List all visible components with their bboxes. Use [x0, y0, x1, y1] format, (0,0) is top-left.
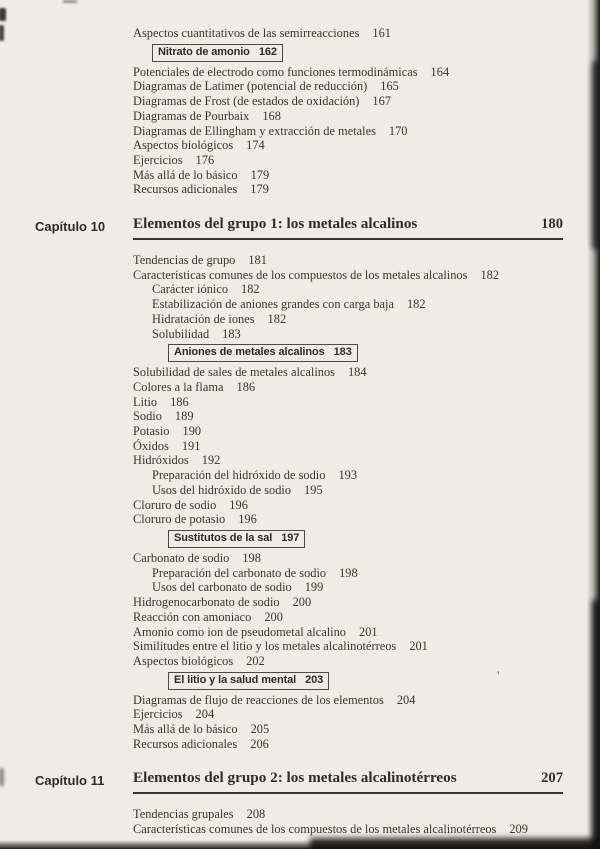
toc-entry-page-number: 198 — [242, 550, 261, 565]
toc-feature-page-number: 162 — [258, 45, 277, 58]
toc-entry — [0, 297, 600, 312]
toc-entry — [0, 654, 600, 669]
toc-entry-page-number: 184 — [347, 365, 367, 380]
toc-entry-page-number: 196 — [229, 497, 248, 512]
toc-entry-page-number: 204 — [195, 707, 215, 722]
toc-entry-page-number: 176 — [195, 152, 215, 167]
toc-entry — [0, 722, 600, 737]
toc-entry-title: Más allá de lo básico — [133, 167, 238, 182]
toc-entry — [0, 483, 600, 498]
toc-entry-title: Similitudes entre el litio y los metales alcalinotérreos — [133, 639, 397, 654]
toc-entry-page-number: 201 — [359, 624, 378, 639]
toc-entry — [0, 693, 600, 708]
toc-entry-title: Cloruro de potasio — [133, 512, 226, 527]
toc-entry-title: Preparación del hidróxido de sodio — [152, 468, 326, 483]
toc-entry-page-number: 206 — [250, 736, 269, 751]
toc-entry-title: Potasio — [133, 424, 170, 439]
toc-entry-title: Recursos adicionales — [133, 182, 238, 197]
toc-entry-title: Sodio — [133, 409, 162, 424]
toc-entry-page-number: 161 — [372, 26, 391, 40]
toc-entry — [0, 380, 600, 395]
toc-entry — [0, 595, 600, 610]
toc-feature-page-number: 183 — [333, 346, 352, 359]
toc-feature-box-row — [0, 342, 600, 362]
toc-entry — [0, 737, 600, 752]
toc-feature-box — [168, 530, 305, 548]
chapter-page-number: 180 — [541, 216, 563, 233]
toc-entry-page-number: 183 — [222, 326, 241, 341]
toc-entry-title: Litio — [133, 394, 158, 409]
toc-entry — [0, 453, 600, 468]
chapter-title-row — [133, 215, 563, 240]
toc-entry — [0, 365, 600, 380]
toc-entry-page-number: 165 — [380, 79, 399, 94]
toc-entry — [0, 26, 600, 41]
toc-entry-page-number: 170 — [388, 123, 408, 138]
toc-entry — [0, 65, 600, 80]
toc-entry-title: Hidratación de iones — [152, 311, 255, 326]
scan-artifact-bottom-edge — [0, 840, 600, 849]
toc-entry-title: Amonio como ion de pseudometal alcalino — [133, 624, 347, 639]
toc-entry — [0, 253, 600, 268]
toc-entry-title: Potenciales de electrodo como funciones termodinámicas — [133, 64, 418, 79]
toc-entry-title: Diagramas de Ellingham y extracción de metales — [133, 123, 376, 138]
toc-feature-box — [168, 344, 358, 362]
chapter-title: Elementos del grupo 1: los metales alcalinos — [133, 215, 418, 233]
toc-entry-page-number: 208 — [246, 807, 266, 822]
toc-entry — [0, 551, 600, 566]
toc-entry-title: Reacción con amoniaco — [133, 609, 252, 624]
toc-entry-page-number: 167 — [372, 94, 392, 109]
toc-feature-box-row — [0, 528, 600, 548]
toc-entry — [0, 580, 600, 595]
toc-entry-page-number: 190 — [182, 424, 202, 439]
toc-entry-title: Hidróxidos — [133, 453, 189, 468]
chapter-page-number: 207 — [541, 770, 563, 787]
toc-feature-title: Nitrato de amonio — [158, 45, 250, 58]
toc-entry-title: Aspectos cuantitativos de las semirreacciones — [133, 26, 360, 40]
toc-entry-page-number: 179 — [250, 182, 269, 197]
toc-entry — [0, 109, 600, 124]
toc-entry-title: Solubilidad de sales de metales alcalinos — [133, 365, 335, 380]
toc-entry — [0, 168, 600, 183]
toc-entry-page-number: 209 — [509, 822, 528, 837]
toc-feature-box — [152, 44, 283, 62]
toc-entry-title: Diagramas de flujo de reacciones de los elementos — [133, 692, 384, 707]
toc-entry — [0, 138, 600, 153]
toc-entry-title: Usos del carbonato de sodio — [152, 580, 292, 595]
toc-entry-page-number: 182 — [241, 282, 260, 297]
toc-entry — [0, 409, 600, 424]
scan-artifact-stray-mark: ' — [497, 668, 500, 683]
toc-entry — [0, 707, 600, 722]
toc-entry-page-number: 202 — [246, 653, 265, 668]
toc-entry — [0, 424, 600, 439]
toc-entry-title: Estabilización de aniones grandes con carga baja — [152, 297, 394, 312]
toc-entry-title: Ejercicios — [133, 152, 183, 167]
toc-entry-page-number: 192 — [201, 453, 221, 468]
toc-entry-page-number: 193 — [338, 468, 358, 483]
toc-feature-title: El litio y la salud mental — [174, 673, 297, 686]
toc-feature-box-row — [0, 670, 600, 690]
toc-entry — [0, 468, 600, 483]
chapter-label: Capítulo 10 — [35, 219, 106, 235]
toc-feature-box-row — [0, 42, 600, 62]
toc-entry-page-number: 186 — [236, 379, 256, 394]
toc-entry — [0, 327, 600, 342]
toc-entry-page-number: 168 — [262, 108, 281, 123]
toc-entry-title: Características comunes de los compuestos de los metales alcalinos — [133, 267, 468, 282]
toc-entry-title: Más allá de lo básico — [133, 722, 238, 737]
toc-entry-page-number: 200 — [264, 609, 283, 624]
toc-entry — [0, 312, 600, 327]
toc-entry-title: Diagramas de Frost (de estados de oxidación) — [133, 94, 360, 109]
toc-entry — [0, 79, 600, 94]
chapter-title-row — [133, 769, 563, 794]
toc-entry-page-number: 186 — [170, 394, 189, 409]
toc-entry-title: Cloruro de sodio — [133, 497, 217, 512]
toc-entry — [0, 124, 600, 139]
chapter-heading — [0, 769, 600, 794]
toc-entry — [0, 439, 600, 454]
toc-feature-page-number: 197 — [281, 531, 300, 544]
toc-entry-page-number: 205 — [250, 722, 270, 737]
toc-entry-page-number: 174 — [246, 138, 265, 153]
toc-entry-page-number: 181 — [248, 253, 267, 268]
toc-entry-title: Diagramas de Pourbaix — [133, 108, 250, 123]
chapter-label: Capítulo 11 — [35, 773, 105, 789]
toc-entry — [0, 153, 600, 168]
toc-entry-title: Carbonato de sodio — [133, 550, 230, 565]
toc-entry-page-number: 198 — [339, 565, 358, 580]
toc-entry-page-number: 179 — [250, 167, 270, 182]
toc-entry-title: Ejercicios — [133, 707, 183, 722]
toc-entry — [0, 625, 600, 640]
toc-feature-page-number: 203 — [305, 673, 324, 686]
toc-entry-title: Carácter iónico — [152, 282, 229, 297]
toc-entry-page-number: 200 — [292, 595, 312, 610]
toc-entry-title: Tendencias de grupo — [133, 253, 236, 268]
toc-entry — [0, 282, 600, 297]
chapter-title: Elementos del grupo 2: los metales alcalinotérreos — [133, 769, 457, 787]
toc-entry-page-number: 182 — [480, 267, 500, 282]
toc-entry-title: Aspectos biológicos — [133, 653, 234, 668]
chapter-heading — [0, 215, 600, 240]
toc-entry-page-number: 164 — [430, 64, 450, 79]
toc-entry — [0, 566, 600, 581]
toc-entry-page-number: 189 — [174, 409, 194, 424]
toc-entry — [0, 498, 600, 513]
toc-entry — [0, 639, 600, 654]
toc-entry-title: Colores a la flama — [133, 379, 224, 394]
toc-entry-title: Aspectos biológicos — [133, 138, 234, 153]
toc-entry-page-number: 196 — [238, 512, 257, 527]
toc-entry-title: Diagramas de Latimer (potencial de reducción) — [133, 79, 368, 94]
toc-entry-title: Solubilidad — [152, 326, 210, 341]
toc-entry — [0, 512, 600, 527]
toc-entry-title: Hidrogenocarbonato de sodio — [133, 595, 280, 610]
toc-entry-page-number: 182 — [267, 311, 287, 326]
toc-entry-title: Tendencias grupales — [133, 807, 234, 822]
toc-entry-page-number: 182 — [406, 297, 426, 312]
toc-entry-title: Preparación del carbonato de sodio — [152, 565, 327, 580]
toc-entry — [0, 94, 600, 109]
toc-entry-title: Características comunes de los compuestos de los metales alcalinotérreos — [133, 822, 497, 837]
toc-feature-title: Sustitutos de la sal — [174, 531, 273, 544]
toc-entry — [0, 268, 600, 283]
toc-entry-page-number: 201 — [409, 639, 428, 654]
toc-entry-title: Usos del hidróxido de sodio — [152, 482, 292, 497]
toc-entry — [0, 807, 600, 822]
toc-entry-page-number: 191 — [181, 438, 201, 453]
toc-entry-page-number: 199 — [304, 580, 324, 595]
toc-feature-title: Aniones de metales alcalinos — [174, 346, 325, 359]
toc-entry — [0, 610, 600, 625]
toc-feature-box — [168, 672, 329, 690]
scan-artifact-bottom-right-corner — [310, 838, 600, 849]
toc-entry-page-number: 195 — [304, 482, 323, 497]
toc-entry-title: Óxidos — [133, 438, 169, 453]
toc-entry — [0, 822, 600, 837]
toc-entry — [0, 182, 600, 197]
toc-entry — [0, 395, 600, 410]
toc-entry-title: Recursos adicionales — [133, 736, 238, 751]
toc-entry-page-number: 204 — [396, 692, 416, 707]
